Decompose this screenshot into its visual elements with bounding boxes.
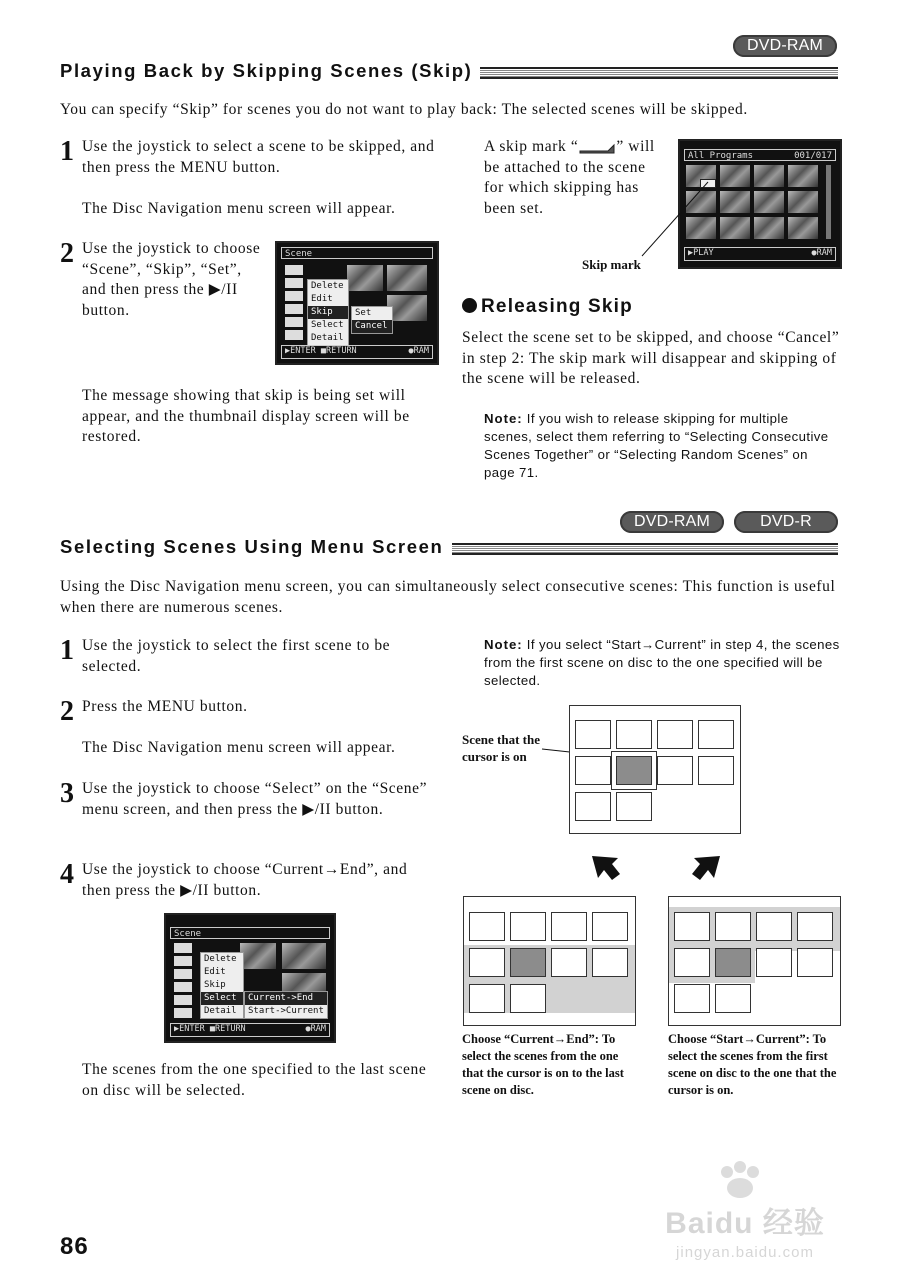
arrow-down-right-icon <box>690 852 724 882</box>
footer-ram: ●RAM <box>811 248 832 258</box>
start-current-grid-diagram <box>668 896 841 1026</box>
title-rule <box>452 543 838 555</box>
menu-item-skip: Skip <box>204 980 226 990</box>
footer-ram: ●RAM <box>408 346 429 356</box>
scene-cell <box>592 948 628 977</box>
skip-mark-text-b: ” will be attached to the scene for which skipping has been set. <box>484 138 655 217</box>
scene-menu <box>200 952 244 1019</box>
scene-menu <box>307 279 349 346</box>
thumbnail <box>754 165 784 187</box>
note-label: Note: <box>484 411 523 426</box>
submenu-item-current-end: Current->End <box>245 992 327 1005</box>
paw-icon <box>715 1160 765 1200</box>
submenu-item-set: Set <box>355 308 372 318</box>
skip-mark-caption: Skip mark <box>582 257 641 272</box>
menu-item-edit: Edit <box>311 294 333 304</box>
step-2-number: 2 <box>60 696 74 727</box>
skip-mark-icon <box>578 141 616 153</box>
step-1-number: 1 <box>60 635 74 666</box>
menu-icons-column <box>174 943 192 1021</box>
submenu-item-start-current: Start->Current <box>248 1006 324 1016</box>
step-4-subtext: The scenes from the one specified to the last scene on disc will be selected. <box>82 1061 427 1099</box>
scene-cell <box>715 984 751 1013</box>
scene-cell <box>657 756 693 785</box>
releasing-skip-note <box>484 410 840 482</box>
screen-footer <box>170 1023 330 1037</box>
menu-item-edit: Edit <box>204 967 226 977</box>
scene-cell <box>551 912 587 941</box>
menu-item-select: Select <box>201 992 243 1005</box>
scene-cell <box>469 912 505 941</box>
thumbnail <box>282 943 326 969</box>
cursor-grid-diagram <box>569 705 741 834</box>
step-2-text: Press the MENU button. <box>82 698 248 715</box>
thumbnail <box>240 943 276 969</box>
skip-mark-text-a: A skip mark “ <box>484 138 579 155</box>
footer-enter: ▶ENTER ■RETURN <box>174 1024 246 1034</box>
menu-item-delete: Delete <box>204 954 237 964</box>
start-current-caption: Choose “Start→Current”: To select the scenes from the first scene on disc to the one that the cursor is on. <box>668 1032 837 1097</box>
scene-cell <box>616 792 652 821</box>
intro-skip: You can specify “Skip” for scenes you do not want to play back: The selected scenes will be skipped. <box>60 101 748 118</box>
intro-select: Using the Disc Navigation menu screen, you can simultaneously select consecutive scenes: This function is useful when there are numerous scenes. <box>60 578 836 616</box>
thumbnail <box>788 165 818 187</box>
menu-item-detail: Detail <box>311 333 344 343</box>
scene-cell <box>756 912 792 941</box>
step-1-number: 1 <box>60 136 74 167</box>
cursor-label: Scene that the cursor is on <box>462 732 540 764</box>
skip-mark-pointer-line <box>620 180 710 260</box>
scene-cell <box>756 948 792 977</box>
current-scene-cell <box>616 756 652 785</box>
baidu-watermark <box>640 1160 850 1261</box>
thumbnail <box>720 165 750 187</box>
step-2-number: 2 <box>60 238 74 269</box>
thumbnail <box>387 265 427 291</box>
bullet-icon <box>462 298 477 313</box>
scene-cell <box>797 912 833 941</box>
thumbnail <box>720 217 750 239</box>
scene-cell <box>510 912 546 941</box>
section-title-select: Selecting Scenes Using Menu Screen <box>60 536 444 557</box>
step-2-subtext: The Disc Navigation menu screen will appear. <box>82 739 396 756</box>
scene-cell <box>551 948 587 977</box>
screen-footer <box>281 345 433 359</box>
current-end-caption: Choose “Current→End”: To select the scenes from the one that the cursor is on to the last scene on disc. <box>462 1032 624 1097</box>
page-number: 86 <box>60 1233 89 1260</box>
menu-item-skip: Skip <box>308 306 348 319</box>
step-3-text: Use the joystick to choose “Select” on the “Scene” menu screen, and then press the ▶/II button. <box>82 780 428 818</box>
scene-cell <box>469 948 505 977</box>
start-current-note <box>484 636 840 690</box>
scene-menu-screenshot <box>275 241 439 365</box>
thumbnail <box>788 191 818 213</box>
scene-cell <box>657 720 693 749</box>
scene-cell <box>616 720 652 749</box>
scene-cell <box>575 756 611 785</box>
thumbnail <box>788 217 818 239</box>
dvd-ram-badge: DVD-RAM <box>733 35 837 57</box>
scene-cell <box>698 720 734 749</box>
scene-cell <box>469 984 505 1013</box>
step-1-text: Use the joystick to select a scene to be skipped, and then press the MENU button. <box>82 138 435 176</box>
scene-cell <box>698 756 734 785</box>
watermark-text: Baidu 经验 jingyan.baidu.com <box>665 1207 825 1261</box>
scrollbar <box>826 165 831 239</box>
select-submenu <box>244 991 328 1019</box>
thumbnail <box>387 295 427 321</box>
current-scene-cell <box>510 948 546 977</box>
note-text: If you wish to release skipping for multiple scenes, select them referring to “Selecting Consecutive Scenes Together” or “Selecting Random Scenes” on page 71. <box>484 411 829 480</box>
step-1-subtext: The Disc Navigation menu screen will appear. <box>82 200 396 217</box>
screen-title-bar: Scene <box>281 247 433 259</box>
step-3-number: 3 <box>60 778 74 809</box>
footer-ram: ●RAM <box>305 1024 326 1034</box>
thumbnail <box>720 191 750 213</box>
section-title-skip: Playing Back by Skipping Scenes (Skip) <box>60 60 473 81</box>
menu-item-select: Select <box>311 320 344 330</box>
scene-cell <box>592 912 628 941</box>
skip-submenu <box>351 306 393 334</box>
footer-play: ▶PLAY <box>688 248 714 258</box>
scene-cell <box>674 948 710 977</box>
select-menu-screenshot <box>164 913 336 1043</box>
arrow-down-left-icon <box>588 852 622 882</box>
scene-cell <box>575 720 611 749</box>
step-2-subtext: The message showing that skip is being set will appear, and the thumbnail display screen will be restored. <box>82 387 410 445</box>
scene-cell <box>797 948 833 977</box>
screen-title-bar: All Programs 001/017 <box>684 149 836 161</box>
thumbnail <box>347 265 383 291</box>
step-4-number: 4 <box>60 859 74 890</box>
footer-enter: ▶ENTER ■RETURN <box>285 346 357 356</box>
step-1-text: Use the joystick to select the first scene to be selected. <box>82 637 391 675</box>
step-4-text: Use the joystick to choose “Current→End”, and then press the ▶/II button. <box>82 861 408 899</box>
current-end-grid-diagram <box>463 896 636 1026</box>
note-text: If you select “Start→Current” in step 4, the scenes from the first scene on disc to the one specified will be selected. <box>484 637 840 688</box>
scene-cell <box>510 984 546 1013</box>
title-rule <box>480 67 838 79</box>
note-label: Note: <box>484 637 523 652</box>
releasing-skip-text: Select the scene set to be skipped, and choose “Cancel” in step 2: The skip mark will disappear and skipping of the scene will be released. <box>462 329 840 387</box>
menu-item-delete: Delete <box>311 281 344 291</box>
menu-icons-column <box>285 265 303 343</box>
scene-cell <box>674 984 710 1013</box>
dvd-ram-badge: DVD-RAM <box>620 511 724 533</box>
thumbnail <box>754 191 784 213</box>
step-2-text: Use the joystick to choose “Scene”, “Skip”, “Set”, and then press the ▶/II button. <box>82 240 261 319</box>
current-scene-cell <box>715 948 751 977</box>
scene-cell <box>575 792 611 821</box>
scene-cell <box>674 912 710 941</box>
dvd-r-badge: DVD-R <box>734 511 838 533</box>
menu-item-detail: Detail <box>204 1006 237 1016</box>
thumbnail <box>754 217 784 239</box>
screen-title-bar: Scene <box>170 927 330 939</box>
scene-cell <box>715 912 751 941</box>
submenu-item-cancel: Cancel <box>352 320 392 333</box>
releasing-skip-heading: Releasing Skip <box>462 296 633 318</box>
